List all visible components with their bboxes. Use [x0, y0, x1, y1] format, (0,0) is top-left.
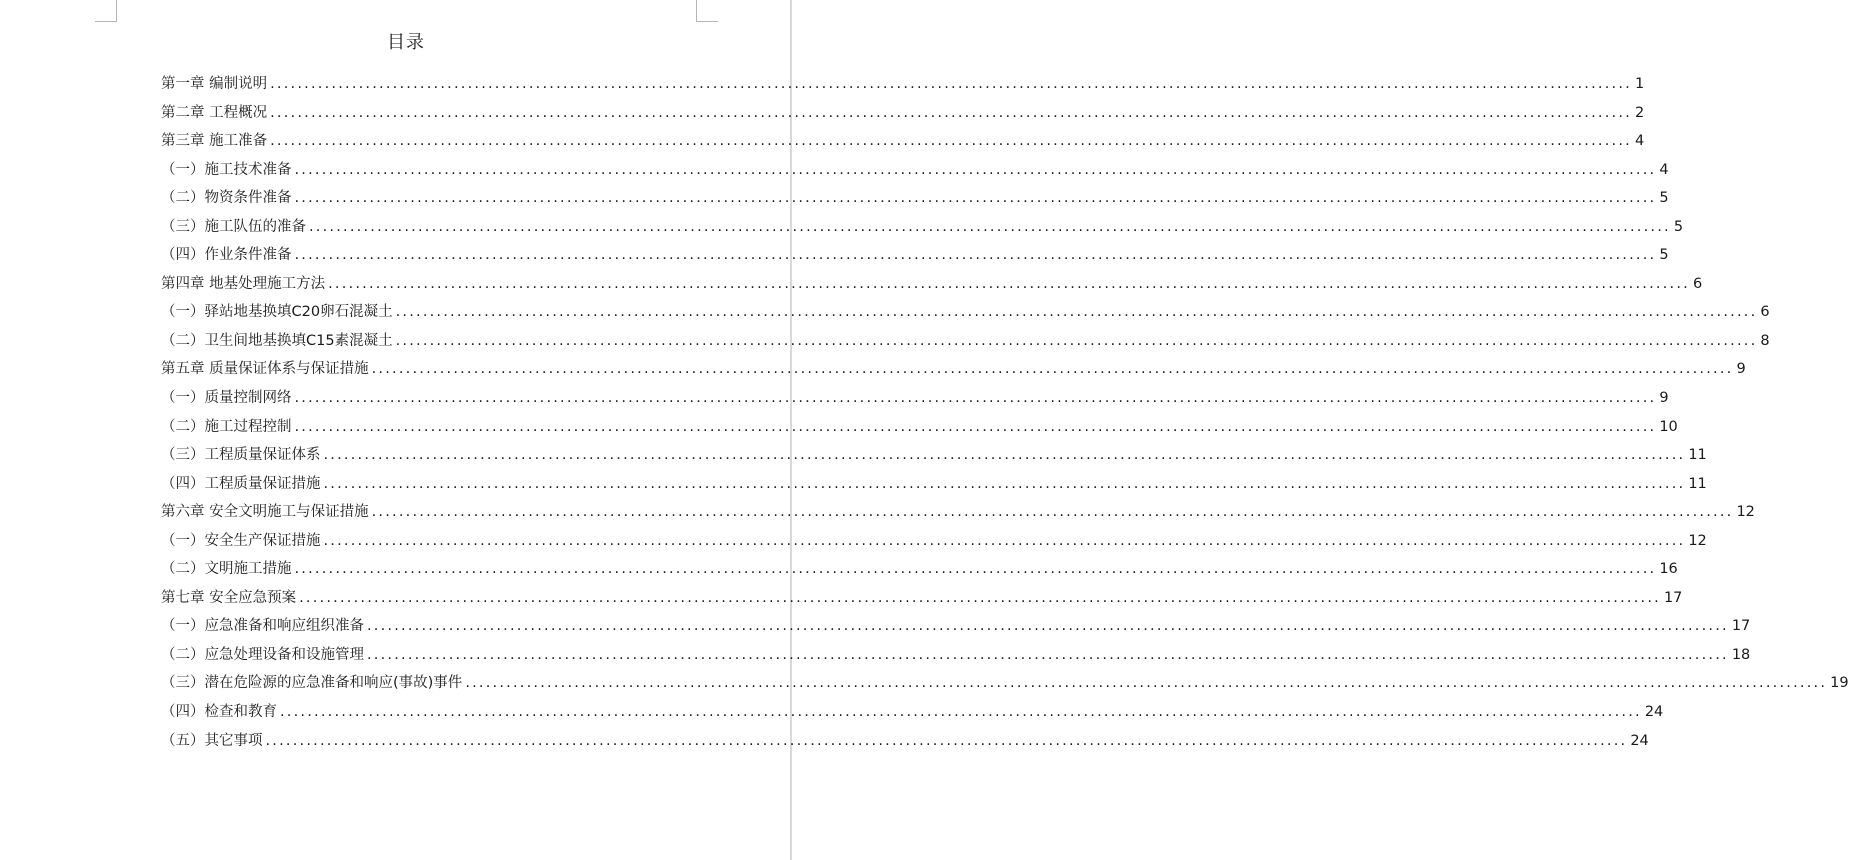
dot-leader: ........................................................................................................................................................................................................ — [328, 275, 1690, 292]
dot-leader: ........................................................................................................................................................................................................ — [323, 475, 1686, 492]
toc-entry[interactable] — [161, 527, 1707, 556]
toc-entry[interactable] — [161, 384, 1669, 413]
toc-entry-label: （四）作业条件准备 — [161, 247, 292, 264]
toc-entry-page-number: 9 — [1659, 390, 1669, 407]
toc-entry-page-number: 17 — [1731, 618, 1751, 635]
toc-entry-page-number: 18 — [1731, 646, 1751, 663]
toc-entry[interactable] — [161, 612, 1751, 641]
toc-entry-label: （二）文明施工措施 — [161, 561, 292, 578]
toc-entry-label: （四）检查和教育 — [161, 704, 277, 721]
toc-entry-label: （二）施工过程控制 — [161, 418, 292, 435]
toc-entry-label: （二）应急处理设备和设施管理 — [161, 646, 364, 663]
toc-entry[interactable] — [161, 441, 1707, 470]
toc-entry[interactable] — [161, 641, 1751, 670]
dot-leader: ........................................................................................................................................................................................................ — [465, 675, 1828, 692]
dot-leader: ........................................................................................................................................................................................................ — [395, 332, 1758, 349]
toc-entry-page-number: 9 — [1736, 361, 1746, 378]
dot-leader: ........................................................................................................................................................................................................ — [294, 390, 1657, 407]
toc-entry-label: 第七章 安全应急预案 — [161, 589, 297, 606]
toc-entry[interactable] — [161, 555, 1678, 584]
toc-entry[interactable] — [161, 156, 1669, 185]
toc-entry[interactable] — [161, 584, 1683, 613]
toc-entry-page-number: 5 — [1659, 190, 1669, 207]
toc-entry-page-number: 12 — [1688, 532, 1707, 549]
toc-entry-label: （一）应急准备和响应组织准备 — [161, 618, 364, 635]
toc-entry-label: （一）安全生产保证措施 — [161, 532, 321, 549]
toc-entry[interactable] — [161, 413, 1678, 442]
toc-entry-page-number: 6 — [1760, 304, 1770, 321]
toc-entry-page-number: 5 — [1659, 247, 1669, 264]
dot-leader: ........................................................................................................................................................................................................ — [294, 190, 1657, 207]
toc-entry[interactable] — [161, 241, 1669, 270]
toc-entry-page-number: 17 — [1663, 589, 1683, 606]
toc-entry-label: 第五章 质量保证体系与保证措施 — [161, 361, 369, 378]
toc-entry-label: 第四章 地基处理施工方法 — [161, 275, 326, 292]
dot-leader: ........................................................................................................................................................................................................ — [270, 76, 1632, 92]
toc-entry[interactable] — [161, 70, 1645, 99]
dot-leader: ........................................................................................................................................................................................................ — [309, 218, 1671, 235]
toc-entry-page-number: 1 — [1634, 76, 1645, 92]
table-of-contents — [161, 70, 1849, 755]
toc-entry-page-number: 19 — [1830, 675, 1849, 692]
toc-entry[interactable] — [161, 270, 1703, 299]
toc-entry[interactable] — [161, 669, 1849, 698]
toc-entry-page-number: 11 — [1688, 475, 1707, 492]
dot-leader: ........................................................................................................................................................................................................ — [294, 247, 1657, 264]
toc-entry-label: （二）卫生间地基换填C15素混凝土 — [161, 332, 393, 349]
crop-mark-top-left — [95, 0, 117, 22]
dot-leader: ........................................................................................................................................................................................................ — [294, 161, 1657, 178]
toc-entry-page-number: 11 — [1688, 447, 1707, 464]
toc-entry[interactable] — [161, 184, 1669, 213]
toc-entry[interactable] — [161, 99, 1645, 128]
toc-entry-label: （三）工程质量保证体系 — [161, 447, 321, 464]
toc-entry-label: 第二章 工程概况 — [161, 104, 268, 121]
toc-entry-page-number: 10 — [1659, 418, 1678, 435]
toc-entry[interactable] — [161, 327, 1770, 356]
toc-entry-label: （一）质量控制网络 — [161, 390, 292, 407]
toc-entry[interactable] — [161, 727, 1649, 756]
toc-entry-page-number: 24 — [1630, 732, 1649, 749]
toc-entry[interactable] — [161, 355, 1746, 384]
toc-entry-label: （二）物资条件准备 — [161, 190, 292, 207]
dot-leader: ........................................................................................................................................................................................................ — [294, 561, 1657, 578]
toc-entry-label: （一）驿站地基换填C20卵石混凝土 — [161, 304, 393, 321]
dot-leader: ........................................................................................................................................................................................................ — [265, 732, 1628, 749]
dot-leader: ........................................................................................................................................................................................................ — [294, 418, 1657, 435]
dot-leader: ........................................................................................................................................................................................................ — [270, 133, 1632, 150]
toc-entry-page-number: 24 — [1644, 704, 1664, 721]
toc-entry-label: （四）工程质量保证措施 — [161, 475, 321, 492]
dot-leader: ........................................................................................................................................................................................................ — [270, 104, 1632, 121]
dot-leader: ........................................................................................................................................................................................................ — [395, 304, 1758, 321]
toc-entry-page-number: 5 — [1673, 218, 1684, 235]
dot-leader: ........................................................................................................................................................................................................ — [323, 447, 1686, 464]
dot-leader: ........................................................................................................................................................................................................ — [371, 361, 1734, 378]
dot-leader: ........................................................................................................................................................................................................ — [367, 646, 1729, 663]
toc-entry-label: （一）施工技术准备 — [161, 161, 292, 178]
toc-entry[interactable] — [161, 213, 1684, 242]
toc-entry-page-number: 6 — [1692, 275, 1703, 292]
toc-entry[interactable] — [161, 127, 1645, 156]
toc-entry[interactable] — [161, 698, 1664, 727]
dot-leader: ........................................................................................................................................................................................................ — [323, 532, 1686, 549]
toc-entry-page-number: 2 — [1634, 104, 1645, 121]
dot-leader: ........................................................................................................................................................................................................ — [299, 589, 1661, 606]
toc-entry-label: （三）潜在危险源的应急准备和响应(事故)事件 — [161, 675, 463, 692]
toc-entry-page-number: 16 — [1659, 561, 1678, 578]
toc-entry-page-number: 4 — [1659, 161, 1669, 178]
toc-entry-label: 第一章 编制说明 — [161, 76, 268, 92]
toc-entry-page-number: 12 — [1736, 504, 1755, 521]
toc-entry-label: （五）其它事项 — [161, 732, 263, 749]
dot-leader: ........................................................................................................................................................................................................ — [280, 704, 1642, 721]
toc-entry-page-number: 4 — [1634, 133, 1645, 150]
dot-leader: ........................................................................................................................................................................................................ — [371, 504, 1734, 521]
toc-title: 目录 — [387, 32, 425, 53]
toc-entry[interactable] — [161, 470, 1707, 499]
dot-leader: ........................................................................................................................................................................................................ — [367, 618, 1729, 635]
toc-entry-label: （三）施工队伍的准备 — [161, 218, 306, 235]
toc-entry-label: 第三章 施工准备 — [161, 133, 268, 150]
toc-entry-page-number: 8 — [1760, 332, 1770, 349]
toc-entry[interactable] — [161, 298, 1770, 327]
toc-entry-label: 第六章 安全文明施工与保证措施 — [161, 504, 369, 521]
crop-mark-top-right — [696, 0, 718, 22]
toc-entry[interactable] — [161, 498, 1755, 527]
